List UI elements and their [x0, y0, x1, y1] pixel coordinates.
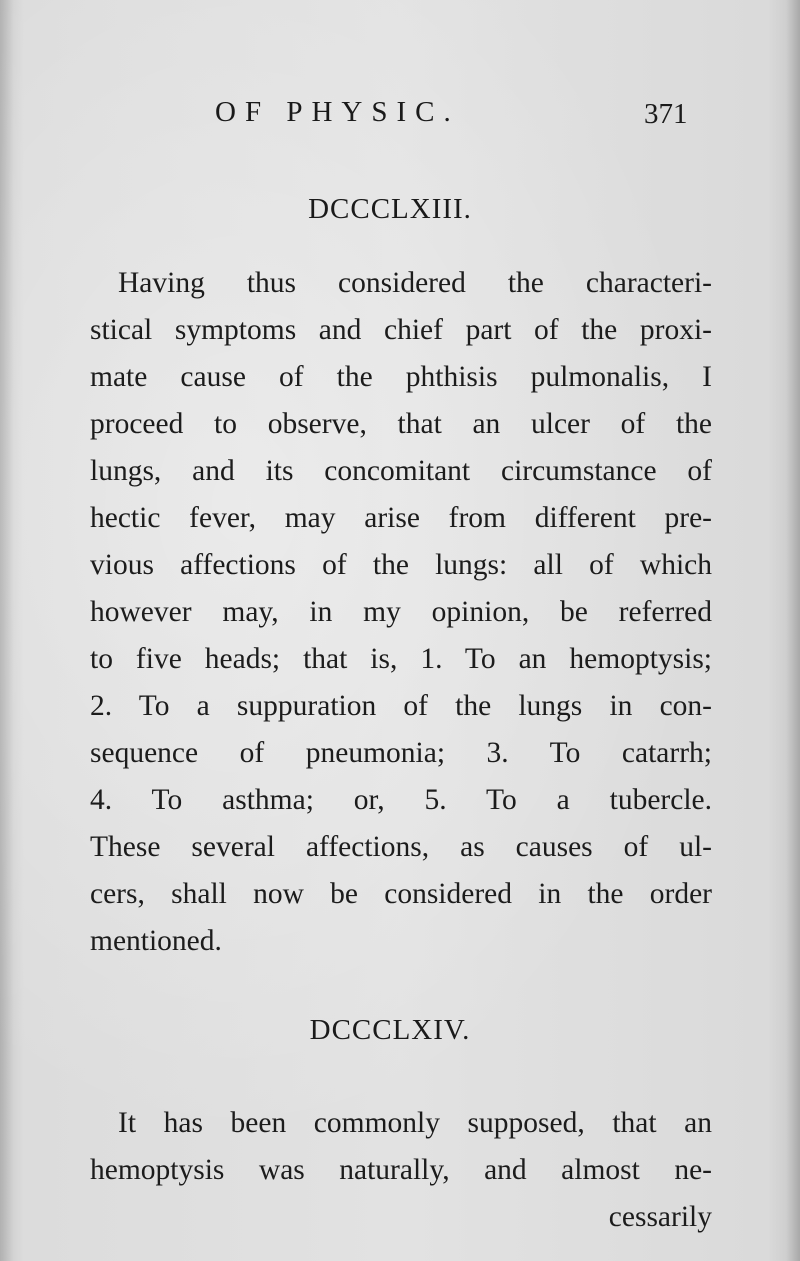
text-line: vious affections of the lungs: all of which	[90, 549, 712, 581]
running-title: OF PHYSIC.	[215, 96, 460, 128]
page-number: 371	[644, 98, 688, 130]
text-line: mate cause of the phthisis pulmonalis, I	[90, 361, 712, 393]
text-line: 2. To a suppuration of the lungs in con-	[90, 690, 712, 722]
page-gutter-shadow	[0, 0, 14, 1261]
text-line: mentioned.	[90, 925, 222, 957]
text-line: stical symptoms and chief part of the proxi-	[90, 314, 712, 346]
text-line: It has been commonly supposed, that an	[118, 1107, 712, 1139]
text-line: however may, in my opinion, be referred	[90, 596, 712, 628]
text-line: hemoptysis was naturally, and almost ne-	[90, 1154, 712, 1186]
text-line: These several affections, as causes of ul-	[90, 831, 712, 863]
text-line: to five heads; that is, 1. To an hemoptysis;	[90, 643, 712, 675]
text-line: 4. To asthma; or, 5. To a tubercle.	[90, 784, 712, 816]
paragraph	[90, 260, 712, 965]
text-line: hectic fever, may arise from different pre-	[90, 502, 712, 534]
text-line: proceed to observe, that an ulcer of the	[90, 408, 712, 440]
catchword: cessarily	[608, 1201, 712, 1233]
paragraph	[90, 1100, 712, 1241]
page-edge-shadow	[786, 0, 800, 1261]
section-heading: DCCCLXIII.	[308, 193, 472, 225]
text-line: Having thus considered the characteri-	[118, 267, 712, 299]
section-heading: DCCCLXIV.	[309, 1014, 471, 1046]
text-line: sequence of pneumonia; 3. To catarrh;	[90, 737, 712, 769]
text-line: lungs, and its concomitant circumstance of	[90, 455, 712, 487]
text-line: cers, shall now be considered in the order	[90, 878, 712, 910]
